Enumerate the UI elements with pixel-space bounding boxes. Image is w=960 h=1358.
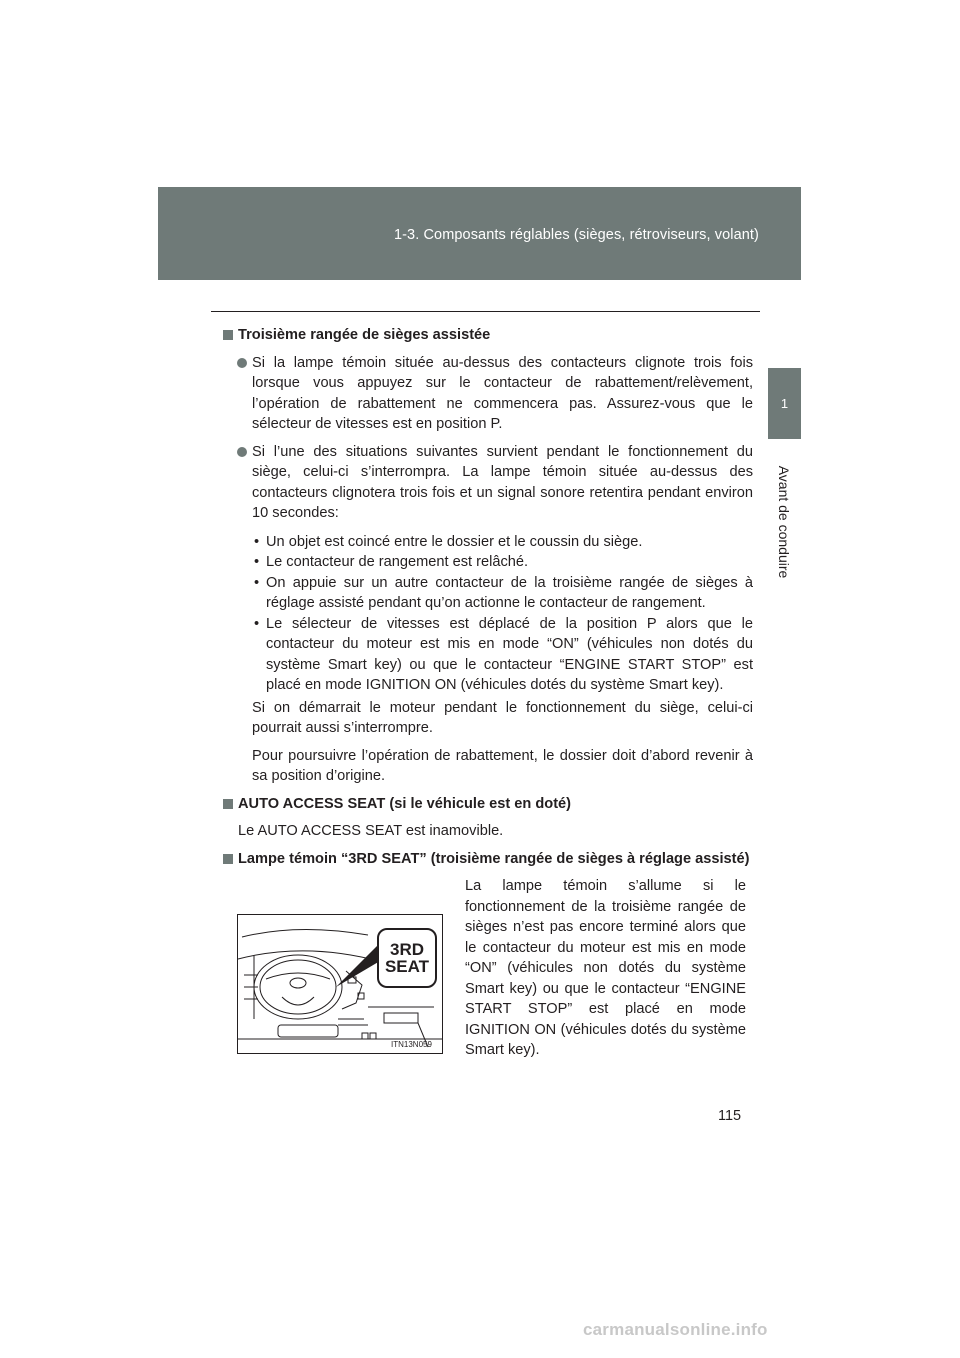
section-heading: AUTO ACCESS SEAT (si le véhicule est en doté) bbox=[221, 794, 753, 815]
paragraph: Si on démarrait le moteur pendant le fonctionnement du siège, celui-ci pourrait aussi s’interrompre. bbox=[252, 699, 753, 736]
section-heading: Troisième rangée de sièges assistée bbox=[221, 325, 753, 346]
header-rule bbox=[211, 311, 760, 312]
page-content bbox=[221, 325, 753, 1076]
circle-bullet-icon bbox=[237, 447, 247, 457]
bullet-item: Si l’une des situations suivantes survient pendant le fonctionnement du siège, celui-ci s’interrompra. La lampe témoin située au-dessus des contacteurs clignotera trois fois et un signal sonore retentira pendant environ 10 secondes: bbox=[221, 442, 753, 524]
figure-row bbox=[221, 876, 753, 1076]
chapter-side-label: Avant de conduire bbox=[776, 465, 792, 579]
dashboard-illustration bbox=[237, 914, 443, 1054]
dot-mark-icon: • bbox=[254, 554, 260, 570]
chapter-header-band bbox=[158, 187, 801, 280]
paragraph: Le AUTO ACCESS SEAT est inamovible. bbox=[238, 823, 504, 839]
square-bullet-icon bbox=[223, 854, 233, 864]
figure-code: ITN13N059 bbox=[391, 1040, 432, 1049]
sub-item: • Le contacteur de rangement est relâché. bbox=[221, 552, 753, 573]
sub-item: • Un objet est coincé entre le dossier et le coussin du siège. bbox=[221, 532, 753, 553]
dot-mark-icon: • bbox=[254, 574, 260, 591]
square-bullet-icon bbox=[223, 330, 233, 340]
paragraph: Pour poursuivre l’opération de rabattement, le dossier doit d’abord revenir à sa position d’origine. bbox=[252, 747, 753, 784]
sub-item: • On appuie sur un autre contacteur de la troisième rangée de sièges à réglage assisté pendant qu’on actionne le contacteur de rangement. bbox=[254, 574, 753, 611]
section-title: 1-3. Composants réglables (sièges, rétroviseurs, volant) bbox=[393, 227, 759, 243]
sub-item: • Le sélecteur de vitesses est déplacé de la position P alors que le contacteur du moteur est mis en mode “ON” (véhicules non dotés du système Smart key) ou que le contacteur “ENGINE START STOP” est placé en mode IGNITION ON (véhicules dotés du système Smart key). bbox=[254, 615, 753, 693]
watermark: carmanualsonline.info bbox=[583, 1320, 768, 1339]
dot-mark-icon: • bbox=[254, 533, 260, 550]
dot-mark-icon: • bbox=[254, 615, 260, 632]
section-heading: Lampe témoin “3RD SEAT” (troisième rangée de sièges à réglage assisté) bbox=[221, 849, 753, 870]
chapter-tab: 1 bbox=[768, 368, 801, 439]
bullet-item: Si la lampe témoin située au-dessus des contacteurs clignote trois fois lorsque vous appuyez sur le contacteur de rabattement/relèvement, l’opération de rabattement ne commencera pas. Assurez-vous que le sélecteur de vitesses est en position P. bbox=[221, 353, 753, 435]
3rd-seat-indicator: 3RD SEAT bbox=[377, 928, 437, 988]
page-number: 115 bbox=[718, 1108, 742, 1124]
square-bullet-icon bbox=[223, 799, 233, 809]
circle-bullet-icon bbox=[237, 358, 247, 368]
figure-description: La lampe témoin s’allume si le fonctionnement de la troisième rangée de sièges n’est pas encore terminé alors que le contacteur du moteur est mis en mode “ON” (véhicules non dotés du système Smart key) ou que le contacteur “ENGINE START STOP” est placé en mode IGNITION ON (véhicules dotés du système Smart key). bbox=[465, 878, 746, 1058]
